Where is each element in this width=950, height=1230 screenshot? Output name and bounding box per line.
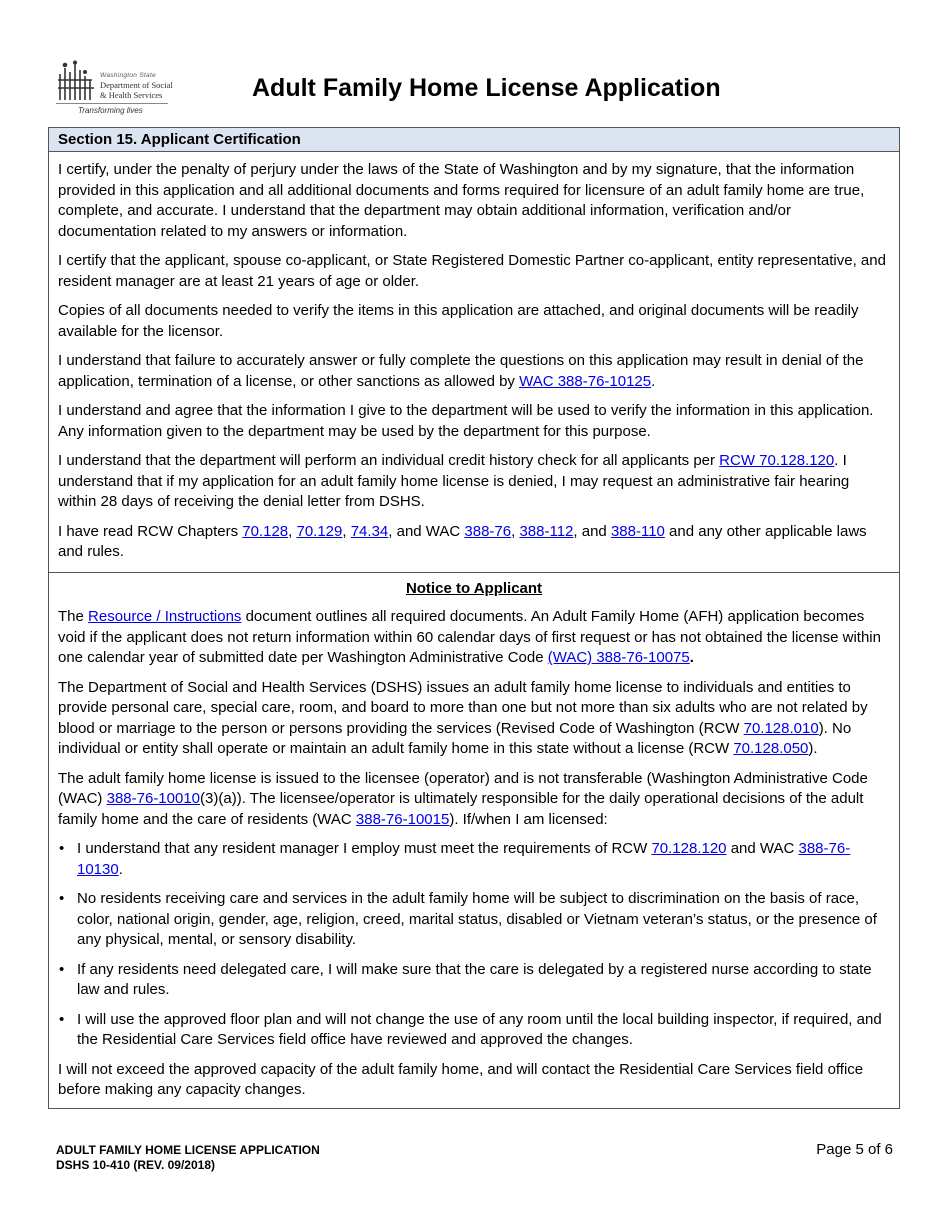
cert-paragraph-5: I understand and agree that the information I give to the department will be used to verify the information in this application. Any information given to the department may be used by the department for this purpose. (58, 402, 874, 440)
cert-paragraph-4: I understand that failure to accurately answer or fully complete the questions on this application may result in denial of the application, termination of a license, or other sanctions as allowed by WAC 388-76-10125. (58, 352, 864, 390)
logo-dept-line1: Department of Social (100, 80, 173, 90)
logo-dept-line2: & Health Services (100, 90, 163, 100)
license-conditions-list (58, 839, 890, 1051)
link-rcw-70-129[interactable]: 70.129 (296, 522, 343, 540)
page-title: Adult Family Home License Application (252, 74, 721, 102)
link-wac-388-76-10125[interactable]: WAC 388-76-10125 (519, 372, 652, 390)
certification-part (49, 152, 899, 573)
bullet-icon: • (59, 890, 65, 907)
bullet-icon: • (59, 1010, 65, 1028)
list-item: • I understand that any resident manager I employ must meet the requirements of RCW 70.128.120 and WAC 388-76-10130. (59, 840, 851, 878)
notice-paragraph-1: The Resource / Instructions document outlines all required documents. An Adult Family Home (AFH) application becomes void if the applicant does not return information within 60 calendar days of first request or has not obtained the license within one calendar year of submitted date per Washington Administrative Code (WAC) 388-76-10075. (58, 608, 881, 666)
list-item: • No residents receiving care and services in the adult family home will be subject to discrimination on the basis of race, color, national origin, gender, age, religion, creed, marital status, disabled or Vietnam veteran’s status, or the presence of any physical, mental, or sensory disability. (59, 890, 877, 948)
cert-paragraph-7: I have read RCW Chapters 70.128, 70.129, 74.34, and WAC 388-76, 388-112, and 388-110 and any other applicable laws and rules. (58, 522, 867, 560)
link-wac-388-76[interactable]: 388-76 (464, 522, 512, 540)
footer-form-name: ADULT FAMILY HOME LICENSE APPLICATION (56, 1143, 320, 1157)
logo-tagline: Transforming lives (78, 106, 143, 115)
link-wac-388-112[interactable]: 388-112 (519, 522, 574, 540)
link-wac-388-110[interactable]: 388-110 (610, 522, 665, 540)
link-rcw-70-128-120[interactable]: RCW 70.128.120 (719, 452, 835, 469)
footer-form-info (56, 1143, 320, 1173)
dshs-logo (56, 58, 173, 120)
notice-paragraph-2: The Department of Social and Health Services (DSHS) issues an adult family home license to individuals and entities to provide personal care, special care, room, and board to more than one but not more than six adults who are not related by blood or marriage to the person or persons providing the services (Revised Code of Washington (RCW 70.128.010). No individual or entity shall operate or maintain an adult family home in this state without a license (RCW 70.128.050). (58, 678, 868, 757)
notice-part (49, 573, 899, 1101)
logo-state-text: Washington State (100, 72, 156, 79)
link-wac-388-76-10010[interactable]: 388-76-10010 (106, 790, 201, 807)
notice-paragraph-4: I will not exceed the approved capacity of the adult family home, and will contact the Residential Care Services field office before making any capacity changes. (58, 1060, 864, 1098)
link-wac-388-76-10015[interactable]: 388-76-10015 (355, 810, 450, 828)
logo-divider (56, 103, 168, 104)
footer-form-number: DSHS 10-410 (REV. 09/2018) (56, 1158, 215, 1172)
cert-paragraph-1: I certify, under the penalty of perjury under the laws of the State of Washington and by my signature, that the information provided in this application and all additional documents and forms required for licensure of an adult family home are true, complete, and accurate. I understand that the department may obtain additional information, verification and/or documentation related to my answers or information. (58, 161, 865, 240)
section-15-box (48, 127, 900, 1109)
link-rcw-70-128[interactable]: 70.128 (242, 522, 289, 540)
link-wac-388-76-10075[interactable]: (WAC) 388-76-10075 (547, 649, 690, 666)
cert-paragraph-3: Copies of all documents needed to verify the items in this application are attached, and original documents will be readily available for the licensor. (58, 302, 859, 340)
list-item: • If any residents need delegated care, I will make sure that the care is delegated by a registered nurse according to state law and rules. (59, 960, 872, 998)
link-resource-instructions[interactable]: Resource / Instructions (88, 608, 242, 625)
notice-heading: Notice to Applicant (405, 579, 543, 597)
list-item: • I will use the approved floor plan and will not change the use of any room until the local building inspector, if required, and the Residential Care Services field office have reviewed and approved the changes. (59, 1010, 882, 1048)
cert-paragraph-6: I understand that the department will perform an individual credit history check for all applicants per RCW 70.128.120. I understand that if my application for an adult family home license is denied, I may request an administrative fair hearing within 28 days of receiving the denial letter from DSHS. (58, 452, 850, 510)
page-number: Page 5 of 6 (816, 1141, 893, 1158)
dshs-family-logo-icon (56, 60, 98, 102)
section-heading: Section 15. Applicant Certification (49, 128, 899, 152)
bullet-icon: • (59, 960, 65, 978)
link-rcw-70-128-050[interactable]: 70.128.050 (733, 740, 809, 757)
notice-paragraph-3: The adult family home license is issued to the licensee (operator) and is not transferable (Washington Administrative Code (WAC) 388-76-10010(3)(a)). The licensee/operator is ultimately responsible for the daily operational decisions of the adult family home and the care of residents (WAC 388-76-10015). If/when I am licensed: (58, 769, 868, 828)
bullet-icon: • (59, 840, 65, 857)
page-header (0, 0, 950, 126)
cert-paragraph-2: I certify that the applicant, spouse co-applicant, or State Registered Domestic Partner co-applicant, entity representative, and resident manager are at least 21 years of age or older. (58, 252, 886, 290)
link-rcw-74-34[interactable]: 74.34 (350, 522, 389, 540)
link-rcw-70-128-120-b[interactable]: 70.128.120 (651, 840, 727, 857)
link-wac-388-76-10130[interactable]: 388-76-10130 (77, 840, 851, 878)
link-rcw-70-128-010[interactable]: 70.128.010 (743, 719, 819, 737)
